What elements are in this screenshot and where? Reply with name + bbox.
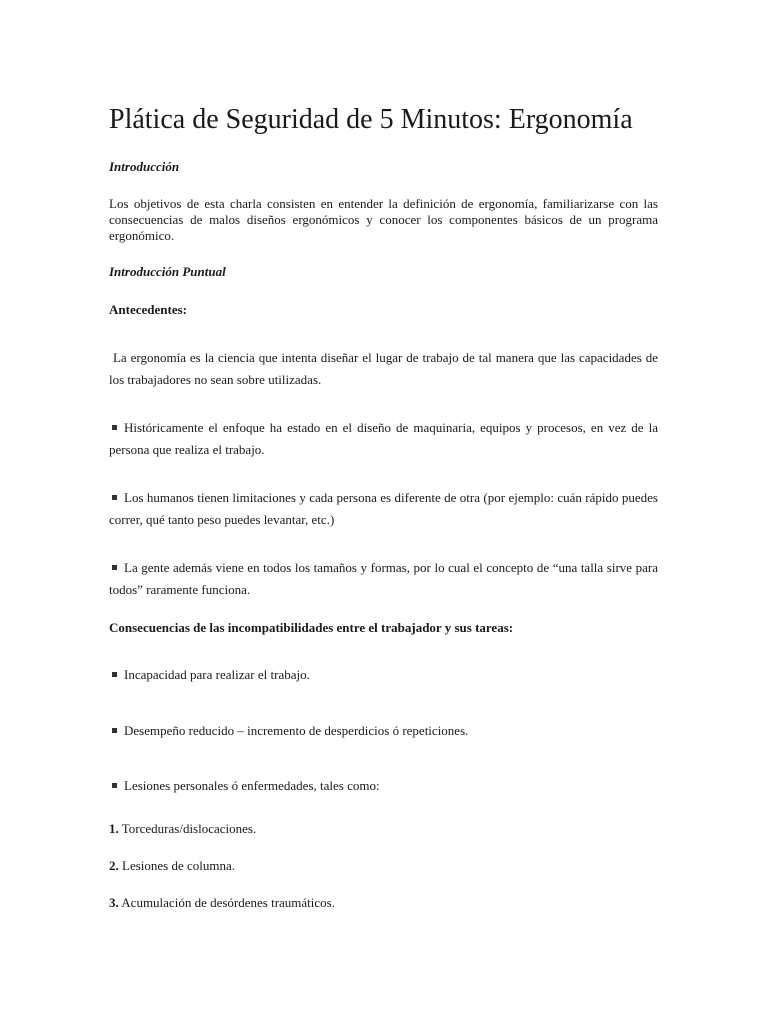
item-text: Lesiones de columna.: [118, 858, 235, 873]
bullet-item: [109, 557, 658, 601]
intro-puntual-heading: Introducción Puntual: [109, 264, 226, 279]
consecuencias-heading: Consecuencias de las incompatibilidades entre el trabajador y sus tareas:: [109, 620, 514, 635]
bullet-item: [109, 664, 658, 686]
square-bullet-icon: [112, 783, 117, 788]
numbered-item: [109, 858, 658, 874]
item-text: Torceduras/dislocaciones.: [118, 821, 257, 836]
bullet-text: Lesiones personales ó enfermedades, tales como:: [124, 778, 380, 793]
antecedentes-paragraph: La ergonomía es la ciencia que intenta diseñar el lugar de trabajo de tal manera que las capacidades de los trabajadores no sean sobre utilizadas.: [109, 350, 662, 387]
item-number: 1.: [109, 821, 119, 836]
page-title: Plática de Seguridad de 5 Minutos: Ergonomía: [109, 104, 633, 135]
bullet-text: Los humanos tienen limitaciones y cada persona es diferente de otra (por ejemplo: cuán rápido puedes correr, qué tanto peso puedes levantar, etc.): [109, 490, 658, 527]
square-bullet-icon: [112, 565, 117, 570]
bullet-text: La gente además viene en todos los tamaños y formas, por lo cual el concepto de “una talla sirve para todos” raramente funciona.: [109, 560, 658, 597]
intro-paragraph: Los objetivos de esta charla consisten en entender la definición de ergonomía, familiarizarse con las consecuencias de malos diseños ergonómicos y conocer los componentes básicos de un programa ergonómico.: [109, 196, 658, 243]
intro-heading: Introducción: [109, 159, 180, 174]
bullet-item: [109, 775, 658, 797]
square-bullet-icon: [112, 495, 117, 500]
numbered-item: [109, 821, 658, 837]
item-number: 3.: [109, 895, 119, 910]
bullet-item: [109, 417, 658, 461]
item-text: Acumulación de desórdenes traumáticos.: [118, 895, 335, 910]
bullet-text: Desempeño reducido – incremento de desperdicios ó repeticiones.: [124, 723, 469, 738]
bullet-text: Incapacidad para realizar el trabajo.: [124, 667, 310, 682]
square-bullet-icon: [112, 425, 117, 430]
square-bullet-icon: [112, 672, 117, 677]
numbered-item: [109, 895, 658, 911]
bullet-item: [109, 487, 658, 531]
bullet-item: [109, 720, 658, 742]
bullet-text: Históricamente el enfoque ha estado en el diseño de maquinaria, equipos y procesos, en vez de la persona que realiza el trabajo.: [109, 420, 658, 457]
antecedentes-heading: Antecedentes:: [109, 302, 187, 317]
item-number: 2.: [109, 858, 119, 873]
square-bullet-icon: [112, 728, 117, 733]
